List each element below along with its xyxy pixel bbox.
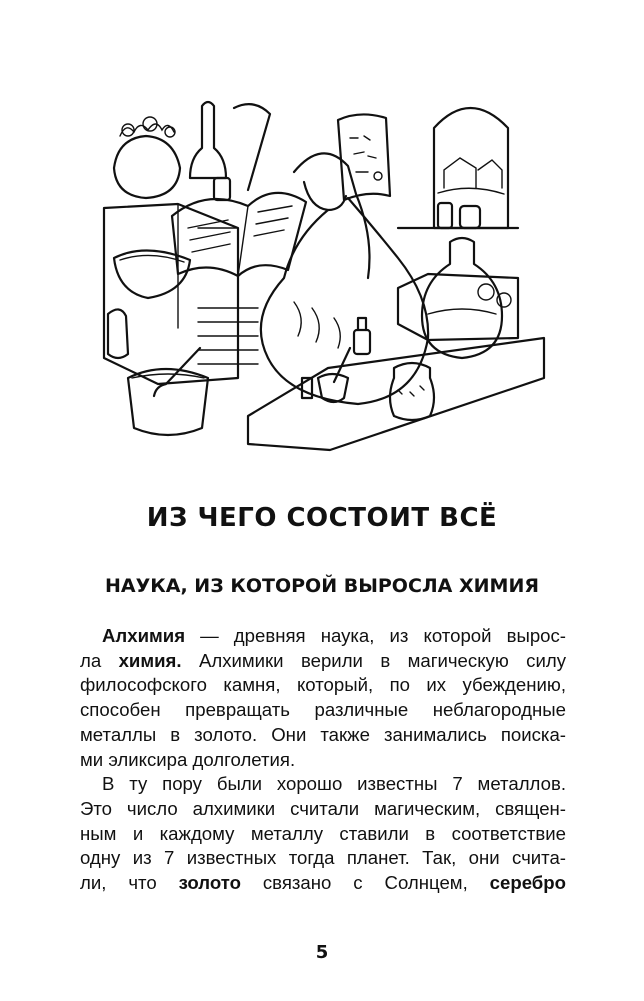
text-fragment: ла — [80, 649, 119, 671]
section-title: НАУКА, ИЗ КОТОРОЙ ВЫРОСЛА ХИМИЯ — [104, 575, 539, 597]
text-fragment: связано с Солнцем, — [240, 872, 490, 894]
paragraph-1 — [80, 624, 566, 772]
text-line: одну из 7 известных тогда планет. Так, они счита- — [80, 847, 566, 869]
text-line — [80, 871, 566, 896]
text-line: ми эликсира долголетия. — [80, 748, 296, 770]
term-chemistry: химия. — [118, 649, 182, 671]
body-text — [80, 624, 566, 896]
text-fragment: — древняя наука, из которой вырос- — [185, 625, 566, 646]
paragraph-2 — [80, 772, 566, 896]
page-number: 5 — [315, 942, 329, 963]
chapter-title: ИЗ ЧЕГО СОСТОИТ ВСЁ — [146, 503, 498, 533]
text-line: ным и каждому металлу ставили в соответствие — [80, 822, 566, 844]
text-line: Это число алхимики считали магическим, священ- — [80, 797, 566, 819]
term-silver: серебро — [489, 872, 566, 894]
text-line: философского камня, который, по их убеждению, — [80, 674, 566, 696]
text-line — [80, 649, 566, 674]
text-fragment: Алхимики верили в магическую силу — [181, 649, 566, 671]
text-fragment: ли, что — [80, 872, 179, 894]
term-gold: золото — [178, 872, 241, 894]
text-line: металлы в золото. Они также занимались поиска- — [80, 723, 566, 745]
alchemist-drawing — [98, 78, 546, 470]
alchemist-illustration — [98, 78, 546, 470]
text-line — [80, 624, 566, 649]
term-alchemy: Алхимия — [102, 625, 186, 646]
text-line — [80, 772, 566, 797]
text-line: способен превращать различные неблагородные — [80, 699, 566, 721]
text-fragment: В ту пору были хорошо известны 7 металлов. — [102, 773, 566, 795]
